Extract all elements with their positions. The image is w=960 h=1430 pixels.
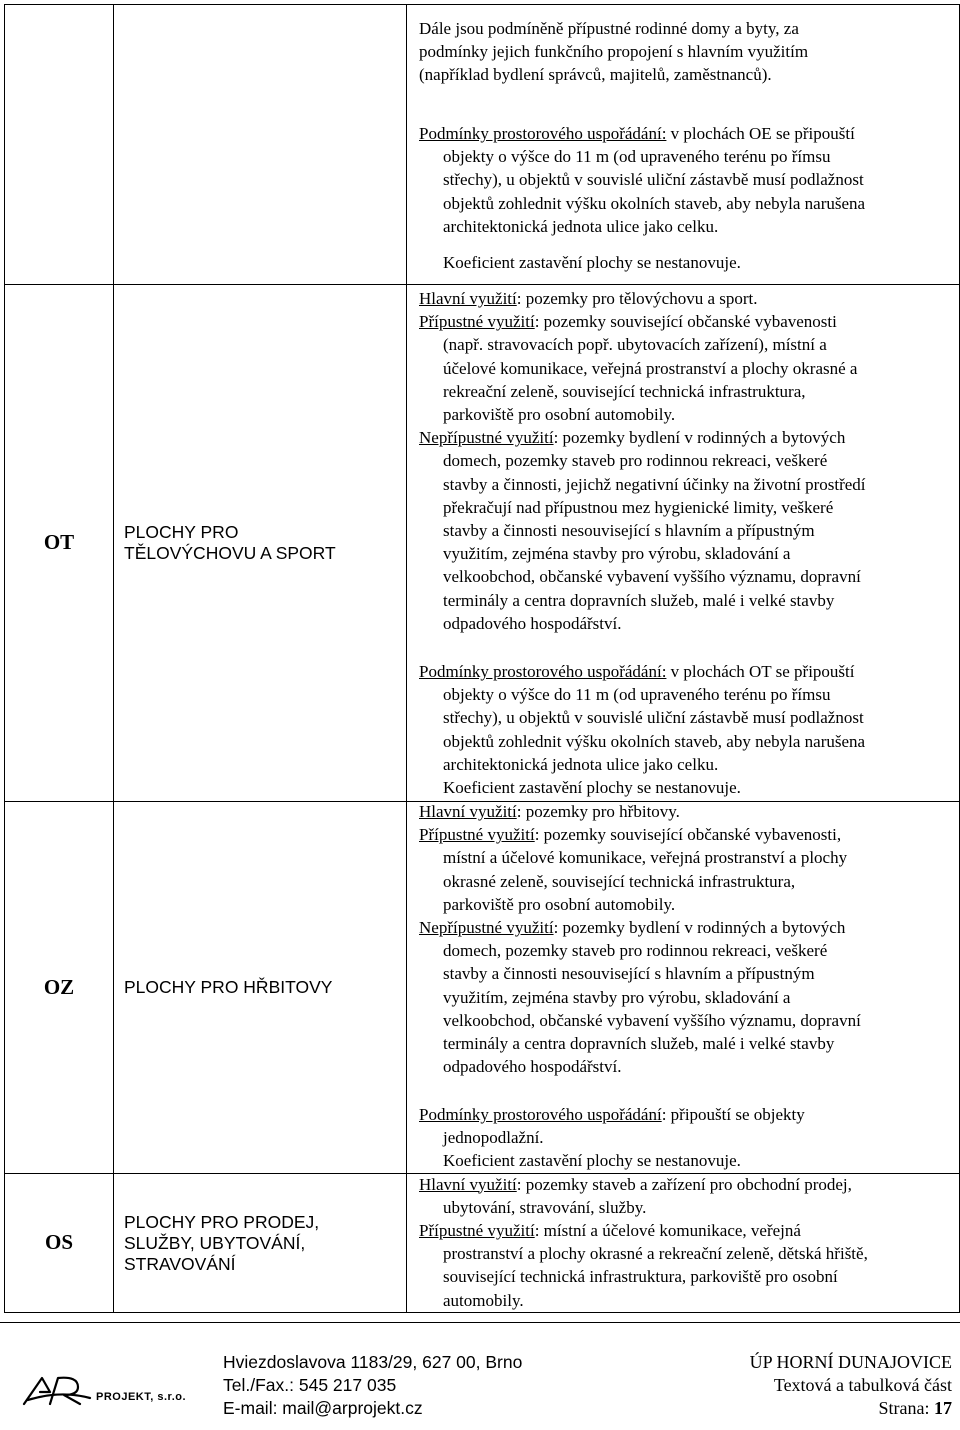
paragraph-line — [419, 215, 951, 238]
paragraph-line — [419, 565, 951, 588]
underlined-heading: Přípustné využití — [419, 312, 535, 332]
desc-row1-block1 — [419, 660, 951, 799]
desc-row0-block2 — [419, 251, 951, 274]
paragraph-line — [419, 192, 951, 215]
paragraph-line — [419, 1032, 951, 1055]
text-run: využitím, zejména stavby pro výrobu, skladování a — [443, 987, 791, 1007]
paragraph-line — [419, 357, 951, 380]
underlined-heading: Podmínky prostorového uspořádání: — [419, 662, 667, 681]
text-run: : připouští se objekty — [661, 1105, 805, 1124]
text-run: velkoobchod, občanské vybavení vyššího významu, dopravní — [443, 1010, 861, 1030]
paragraph-line — [419, 916, 951, 939]
text-run: terminály a centra dopravních služeb, malé i velké stavby — [443, 1034, 835, 1054]
paragraph-line — [419, 730, 951, 753]
paragraph-line — [419, 145, 951, 168]
paragraph-line — [419, 519, 951, 542]
text-run: využitím, zejména stavby pro výrobu, skladování a — [443, 544, 791, 564]
text-run: v plochách OT se připouští — [666, 662, 855, 681]
text-run: rekreační zeleně, související technická infrastruktura, — [443, 381, 806, 401]
text-run: : pozemky bydlení v rodinných a bytových — [553, 918, 846, 938]
row-name-os — [122, 1174, 402, 1312]
paragraph-line — [419, 542, 951, 565]
text-run: domech, pozemky staveb pro rodinnou rekreaci, veškeré — [443, 451, 828, 471]
paragraph-line — [419, 1196, 951, 1219]
row-name-line: PLOCHY PRO HŘBITOVY — [124, 977, 333, 997]
underlined-heading: Podmínky prostorového uspořádání: — [419, 124, 667, 143]
text-run: ubytování, stravování, služby. — [443, 1197, 647, 1217]
underlined-heading: Přípustné využití — [419, 1221, 535, 1241]
paragraph-line — [419, 1126, 951, 1149]
paragraph-line — [419, 1149, 951, 1172]
underlined-heading: Hlavní využití — [419, 1174, 517, 1194]
footer-page — [750, 1397, 952, 1420]
text-run: (například bydlení správců, majitelů, zaměstnanců). — [419, 65, 772, 85]
paragraph-line — [419, 893, 951, 916]
text-run: jednopodlažní. — [443, 1128, 544, 1148]
paragraph-line — [419, 287, 951, 310]
text-run: odpadového hospodářství. — [443, 613, 622, 633]
paragraph-line — [419, 1173, 951, 1196]
row-name-line: PLOCHY PRO PRODEJ, — [124, 1211, 320, 1232]
paragraph-line — [419, 962, 951, 985]
row-code-ot: OT — [43, 530, 75, 555]
text-run: objektů zohlednit výšku okolních staveb, aby nebyla narušena — [443, 193, 866, 213]
page-number: 17 — [934, 1398, 952, 1418]
paragraph-line — [419, 122, 951, 145]
text-run: Dále jsou podmíněně přípustné rodinné domy a byty, za — [419, 19, 799, 38]
footer-contact — [223, 1351, 522, 1420]
text-run: podmínky jejich funkčního propojení s hlavním využitím — [419, 42, 809, 62]
text-run: související technická infrastruktura, parkoviště pro osobní — [443, 1267, 838, 1287]
text-run: objekty o výšce do 11 m (od upraveného terénu po římsu — [443, 685, 831, 705]
text-run: : pozemky pro hřbitovy. — [516, 802, 680, 821]
row-code-oz: OZ — [43, 974, 75, 999]
row-name-ot — [122, 285, 402, 801]
underlined-heading: Přípustné využití — [419, 825, 535, 845]
paragraph-line — [419, 17, 951, 40]
text-run: : místní a účelové komunikace, veřejná — [534, 1221, 801, 1241]
text-run: objekty o výšce do 11 m (od upraveného terénu po římsu — [443, 147, 831, 167]
text-run: účelové komunikace, veřejná prostranství a plochy okrasné a — [443, 358, 858, 378]
footer-divider — [0, 1322, 960, 1323]
paragraph-line — [419, 776, 951, 799]
underlined-heading: Nepřípustné využití — [419, 428, 554, 448]
paragraph-line — [419, 846, 951, 869]
row-code-os: OS — [44, 1230, 73, 1255]
text-run: v plochách OE se připouští — [666, 124, 855, 143]
text-run: místní a účelové komunikace, veřejná prostranství a plochy — [443, 848, 848, 868]
paragraph-line — [419, 168, 951, 191]
desc-row3-block0 — [419, 1103, 951, 1312]
paragraph-line — [419, 683, 951, 706]
underlined-heading: Nepřípustné využití — [419, 918, 554, 938]
text-run: stavby a činnosti nesouvisející s hlavním a přípustným — [443, 964, 815, 984]
desc-row0-block0 — [419, 17, 951, 87]
paragraph-line — [419, 449, 951, 472]
footer-address: Hviezdoslavova 1183/29, 627 00, Brno — [223, 1352, 523, 1372]
paragraph-line — [419, 1265, 951, 1288]
text-run: terminály a centra dopravních služeb, malé i velké stavby — [443, 590, 835, 610]
text-run: objektů zohlednit výšku okolních staveb, aby nebyla narušena — [443, 731, 866, 751]
paragraph-line — [419, 706, 951, 729]
text-run: prostranství a plochy okrasné a rekreační zeleně, dětská hřiště, — [443, 1244, 868, 1264]
paragraph-line — [419, 800, 951, 823]
text-run: : pozemky pro tělovýchovu a sport. — [516, 289, 758, 308]
underlined-heading: Podmínky prostorového uspořádání — [419, 1105, 662, 1124]
paragraph-line — [419, 403, 951, 426]
text-run: střechy), u objektů v souvislé uliční zástavbě musí podlažnost — [443, 170, 864, 190]
text-run: okrasné zeleně, související technická infrastruktura, — [443, 871, 796, 891]
paragraph-line — [419, 1009, 951, 1032]
desc-row1-block0 — [419, 287, 951, 635]
paragraph-line — [419, 63, 951, 86]
paragraph-line — [419, 40, 951, 63]
text-run: : pozemky bydlení v rodinných a bytových — [553, 428, 846, 448]
paragraph-line — [419, 1289, 951, 1312]
paragraph-line — [419, 870, 951, 893]
footer-project-name: ÚP HORNÍ DUNAJOVICE — [749, 1352, 952, 1372]
paragraph-line — [419, 939, 951, 962]
paragraph-line — [419, 823, 951, 846]
paragraph-line — [419, 496, 951, 519]
footer-part-name: Textová a tabulková část — [773, 1375, 952, 1395]
text-run: (např. stravovacích popř. ubytovacích zařízení), místní a — [443, 335, 827, 355]
row-name-line: STRAVOVÁNÍ — [124, 1253, 236, 1274]
footer-phone: Tel./Fax.: 545 217 035 — [223, 1375, 397, 1395]
paragraph-line — [419, 310, 951, 333]
paragraph-line — [419, 660, 951, 683]
row-name-line: SLUŽBY, UBYTOVÁNÍ, — [124, 1232, 306, 1253]
row-name-oz — [122, 802, 402, 1173]
text-run: architektonická jednota ulice jako celku. — [443, 754, 719, 774]
text-run: Koeficient zastavění plochy se nestanovuje. — [443, 253, 741, 272]
underlined-heading: Hlavní využití — [419, 802, 517, 821]
text-run: střechy), u objektů v souvislé uliční zástavbě musí podlažnost — [443, 708, 864, 728]
text-run: architektonická jednota ulice jako celku. — [443, 216, 719, 236]
paragraph-line — [419, 333, 951, 356]
text-run: Koeficient zastavění plochy se nestanovuje. — [443, 778, 741, 798]
text-run: parkoviště pro osobní automobily. — [443, 894, 676, 914]
paragraph-line — [419, 1103, 951, 1126]
page-label: Strana: — [878, 1398, 934, 1418]
footer-email: E-mail: mail@arprojekt.cz — [223, 1398, 423, 1418]
row-name-line: PLOCHY PRO — [124, 522, 239, 542]
text-run: odpadového hospodářství. — [443, 1057, 622, 1077]
text-run: : pozemky staveb a zařízení pro obchodní prodej, — [516, 1174, 852, 1194]
desc-row0-block1 — [419, 122, 951, 238]
logo-text: PROJEKT, s.r.o. — [96, 1391, 187, 1403]
text-run: parkoviště pro osobní automobily. — [443, 405, 676, 425]
text-run: stavby a činnosti, jejichž negativní účinky na životní prostředí — [443, 474, 866, 494]
text-run: domech, pozemky staveb pro rodinnou rekreaci, veškeré — [443, 941, 828, 961]
text-run: stavby a činnosti nesouvisející s hlavním a přípustným — [443, 521, 815, 541]
paragraph-line — [419, 1219, 951, 1242]
text-run: velkoobchod, občanské vybavení vyššího významu, dopravní — [443, 567, 861, 587]
underlined-heading: Hlavní využití — [419, 289, 517, 308]
text-run: překračují nad přípustnou mez hygienické limity, veškeré — [443, 497, 834, 517]
paragraph-line — [419, 1242, 951, 1265]
paragraph-line — [419, 986, 951, 1009]
text-run: : pozemky související občanské vybavenosti, — [534, 825, 842, 845]
paragraph-line — [419, 473, 951, 496]
footer-document-info — [750, 1351, 952, 1420]
paragraph-line — [419, 753, 951, 776]
text-run: : pozemky související občanské vybavenosti — [534, 312, 837, 332]
paragraph-line — [419, 426, 951, 449]
paragraph-line — [419, 1055, 951, 1078]
desc-row2-block0 — [419, 800, 951, 1078]
text-run: Koeficient zastavění plochy se nestanovuje. — [443, 1151, 741, 1171]
paragraph-line — [419, 251, 951, 274]
row-name-line: TĚLOVÝCHOVU A SPORT — [124, 543, 336, 563]
paragraph-line — [419, 612, 951, 635]
text-run: automobily. — [443, 1290, 524, 1310]
paragraph-line — [419, 380, 951, 403]
paragraph-line — [419, 589, 951, 612]
